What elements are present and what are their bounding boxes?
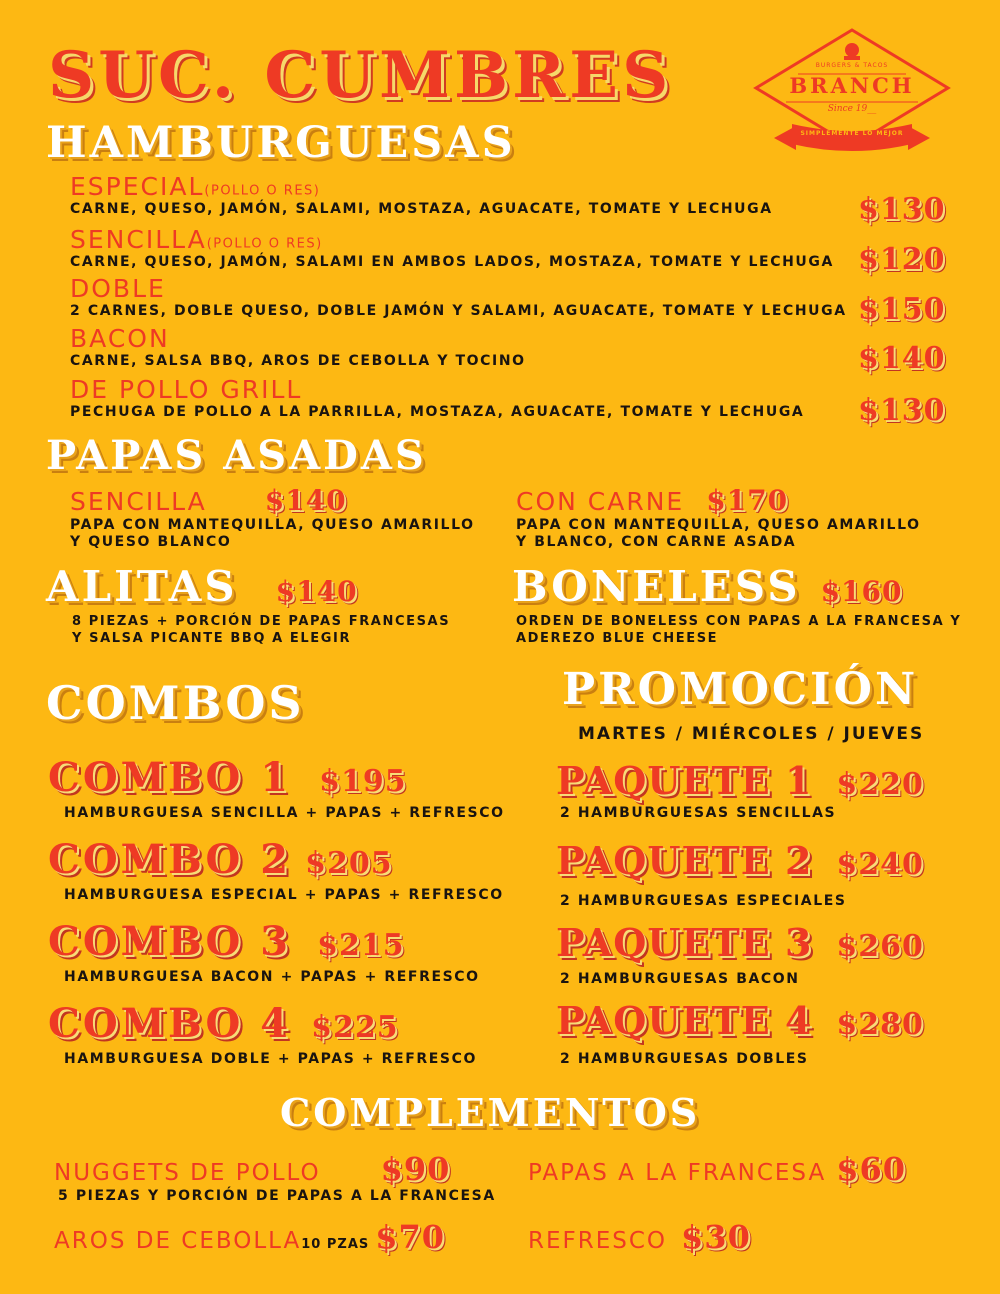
combo-name: COMBO 3 <box>48 918 292 965</box>
logo-ribbon-text: SIMPLEMENTE LO MEJOR <box>800 130 904 137</box>
combo-name: COMBO 1 <box>48 754 292 801</box>
paquete-price: $260 <box>836 929 924 964</box>
combo-2 <box>48 836 528 904</box>
combo-price: $225 <box>311 1010 399 1045</box>
item-description-line2: Y BLANCO, CON CARNE ASADA <box>516 534 797 550</box>
combo-name: COMBO 2 <box>48 836 292 883</box>
combo-price: $195 <box>319 764 407 799</box>
item-description-line2: Y QUESO BLANCO <box>70 534 232 550</box>
complemento-papas-francesa <box>528 1150 968 1188</box>
paquete-description: 2 HAMBURGUESAS DOBLES <box>560 1051 809 1067</box>
promocion-days: MARTES / MIÉRCOLES / JUEVES <box>578 724 925 744</box>
price-sencilla: $120 <box>858 242 946 277</box>
complemento-quantity: 10 PZAS <box>301 1237 370 1252</box>
complemento-name: AROS DE CEBOLLA <box>54 1228 302 1254</box>
branch-title: SUC. CUMBRES <box>48 38 673 113</box>
paquete-description: 2 HAMBURGUESAS BACON <box>560 971 800 987</box>
item-description-line1: PAPA CON MANTEQUILLA, QUESO AMARILLO <box>70 517 475 533</box>
item-description: CARNE, QUESO, JAMÓN, SALAMI, MOSTAZA, AGUACATE, TOMATE Y LECHUGA <box>70 201 773 217</box>
alitas-price: $140 <box>275 575 358 608</box>
paquete-price: $240 <box>836 847 924 882</box>
hamburguesa-especial <box>70 174 950 218</box>
complemento-refresco <box>528 1218 828 1256</box>
paquete-1 <box>556 758 956 822</box>
item-price: $170 <box>706 484 789 517</box>
alitas-description-line2: Y SALSA PICANTE BBQ A ELEGIR <box>72 631 352 646</box>
section-title-complementos: COMPLEMENTOS <box>280 1090 701 1135</box>
section-title-hamburguesas: HAMBURGUESAS <box>46 118 516 168</box>
item-name: CON CARNE <box>516 487 685 516</box>
section-title-promocion: PROMOCIÓN <box>562 664 919 715</box>
boneless-section <box>512 562 982 647</box>
combo-3 <box>48 918 528 986</box>
paquete-name: PAQUETE 1 <box>556 758 813 803</box>
combo-description: HAMBURGUESA SENCILLA + PAPAS + REFRESCO <box>64 805 505 821</box>
complemento-price: $90 <box>380 1150 451 1188</box>
paquete-description: 2 HAMBURGUESAS ESPECIALES <box>560 893 847 909</box>
item-description: CARNE, SALSA BBQ, AROS DE CEBOLLA Y TOCINO <box>70 353 526 369</box>
item-price: $140 <box>264 484 347 517</box>
complemento-name: REFRESCO <box>528 1228 668 1254</box>
hamburguesa-sencilla <box>70 227 950 271</box>
combo-1 <box>48 754 528 822</box>
price-especial: $130 <box>858 192 946 227</box>
item-name: BACON <box>70 324 170 353</box>
boneless-description-line1: ORDEN DE BONELESS CON PAPAS A LA FRANCESA Y <box>516 614 962 629</box>
paquete-name: PAQUETE 3 <box>556 920 813 965</box>
complemento-nuggets <box>54 1150 514 1205</box>
hamburguesa-bacon <box>70 326 950 370</box>
complemento-name: NUGGETS DE POLLO <box>54 1160 321 1186</box>
branch-logo <box>752 26 952 176</box>
price-pollo-grill: $130 <box>858 393 946 428</box>
item-description-line1: PAPA CON MANTEQUILLA, QUESO AMARILLO <box>516 517 921 533</box>
papa-con-carne <box>516 484 956 551</box>
alitas-description-line1: 8 PIEZAS + PORCIÓN DE PAPAS FRANCESAS <box>72 614 451 629</box>
paquete-name: PAQUETE 4 <box>556 998 813 1043</box>
logo-tagline: BURGERS & TACOS <box>815 62 889 69</box>
section-title-boneless: BONELESS <box>512 562 801 611</box>
paquete-price: $220 <box>836 767 924 802</box>
paquete-2 <box>556 838 956 910</box>
complemento-description: 5 PIEZAS Y PORCIÓN DE PAPAS A LA FRANCESA <box>58 1188 496 1204</box>
papa-sencilla <box>70 484 500 551</box>
item-name: SENCILLA <box>70 487 207 516</box>
complemento-aros <box>54 1218 514 1256</box>
paquete-3 <box>556 920 956 988</box>
item-description: 2 CARNES, DOBLE QUESO, DOBLE JAMÓN Y SALAMI, AGUACATE, TOMATE Y LECHUGA <box>70 303 847 319</box>
paquete-price: $280 <box>836 1007 924 1042</box>
item-name: SENCILLA(POLLO O RES) <box>70 225 323 254</box>
hamburguesa-doble <box>70 276 950 320</box>
item-name: DOBLE <box>70 274 166 303</box>
combo-name: COMBO 4 <box>48 1000 292 1047</box>
item-description: PECHUGA DE POLLO A LA PARRILLA, MOSTAZA, AGUACATE, TOMATE Y LECHUGA <box>70 404 805 420</box>
logo-since: Since 19__ <box>827 104 877 114</box>
complemento-price: $60 <box>836 1150 906 1188</box>
combo-description: HAMBURGUESA ESPECIAL + PAPAS + REFRESCO <box>64 887 504 903</box>
combo-price: $215 <box>317 928 405 963</box>
complemento-name: PAPAS A LA FRANCESA <box>528 1160 827 1186</box>
combo-description: HAMBURGUESA BACON + PAPAS + REFRESCO <box>64 969 480 985</box>
logo-emblem <box>752 26 952 176</box>
combo-price: $205 <box>305 846 393 881</box>
paquete-description: 2 HAMBURGUESAS SENCILLAS <box>560 805 837 821</box>
price-doble: $150 <box>858 292 946 327</box>
complemento-price: $70 <box>375 1218 446 1256</box>
combo-4 <box>48 1000 528 1068</box>
section-title-papas-asadas: PAPAS ASADAS <box>46 432 427 479</box>
hamburguesa-pollo-grill <box>70 377 950 421</box>
item-name: ESPECIAL(POLLO O RES) <box>70 172 321 201</box>
price-bacon: $140 <box>858 341 946 376</box>
logo-name: BRANCH <box>789 73 915 98</box>
paquete-name: PAQUETE 2 <box>556 838 813 883</box>
item-description: CARNE, QUESO, JAMÓN, SALAMI EN AMBOS LADOS, MOSTAZA, TOMATE Y LECHUGA <box>70 254 834 270</box>
item-name: DE POLLO GRILL <box>70 375 303 404</box>
section-title-alitas: ALITAS <box>46 562 238 611</box>
complemento-price: $30 <box>681 1218 751 1256</box>
boneless-description-line2: ADEREZO BLUE CHEESE <box>516 631 719 646</box>
alitas-section <box>46 562 506 647</box>
section-title-combos: COMBOS <box>46 676 305 730</box>
paquete-4 <box>556 998 956 1068</box>
combo-description: HAMBURGUESA DOBLE + PAPAS + REFRESCO <box>64 1051 477 1067</box>
boneless-price: $160 <box>820 575 903 608</box>
